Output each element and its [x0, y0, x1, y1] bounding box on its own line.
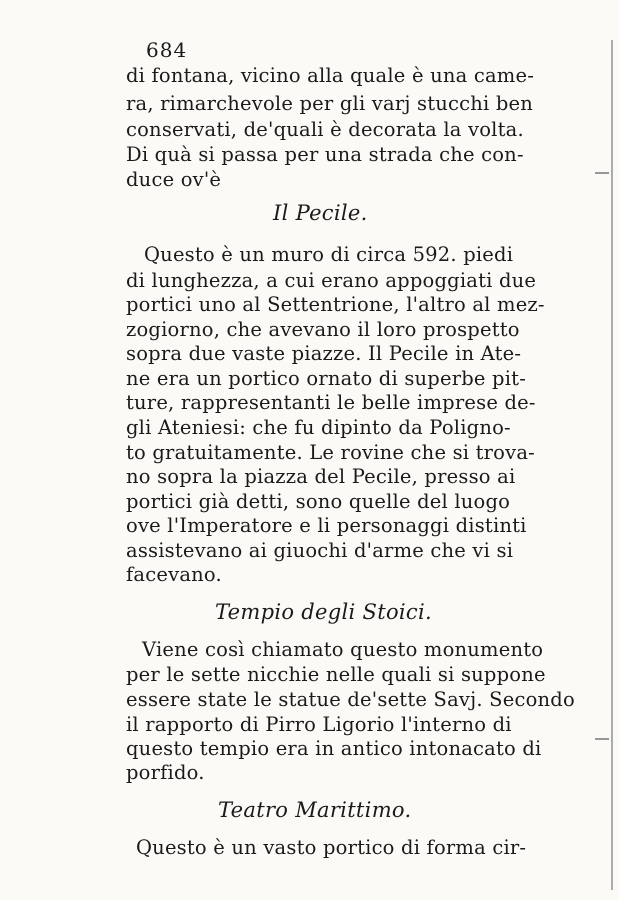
text-line: ove l'Imperatore e li personaggi distinti	[126, 514, 527, 537]
text-line: ture, rappresentanti le belle imprese de-	[126, 391, 536, 414]
edge-mark	[595, 172, 609, 174]
text-line: facevano.	[126, 563, 222, 586]
text-line: di lunghezza, a cui erano appoggiati due	[126, 269, 537, 292]
text-line: Questo è un muro di circa 592. piedi	[144, 243, 514, 266]
text-line: Viene così chiamato questo monumento	[142, 638, 544, 661]
text-line: ne era un portico ornato di superbe pit-	[126, 367, 526, 390]
text-line: di fontana, vicino alla quale è una came-	[126, 64, 534, 87]
section-heading-pecile: Il Pecile.	[273, 201, 368, 225]
section-heading-marittimo: Teatro Marittimo.	[218, 798, 412, 822]
text-line: per le sette nicchie nelle quali si suppone	[126, 663, 546, 686]
text-line: zogiorno, che avevano il loro prospetto	[126, 318, 520, 341]
text-line: conservati, de'quali è decorata la volta.	[126, 118, 524, 141]
text-line: no sopra la piazza del Pecile, presso ai	[126, 465, 516, 488]
text-line: sopra due vaste piazze. Il Pecile in Ate-	[126, 342, 522, 365]
text-line: Di quà si passa per una strada che con-	[126, 143, 524, 166]
text-line: il rapporto di Pirro Ligorio l'interno di	[126, 713, 512, 736]
text-line: duce ov'è	[126, 168, 222, 191]
text-line: questo tempio era in antico intonacato di	[126, 737, 542, 760]
text-line: porfido.	[126, 761, 205, 784]
text-line: ra, rimarchevole per gli varj stucchi ben	[126, 92, 534, 115]
text-line: portici già detti, sono quelle del luogo	[126, 490, 511, 513]
text-line: to gratuitamente. Le rovine che si trova-	[126, 441, 535, 464]
page-number: 684	[146, 38, 188, 62]
section-heading-stoici: Tempio degli Stoici.	[215, 600, 432, 624]
edge-mark	[595, 738, 609, 740]
text-line: assistevano ai giuochi d'arme che vi si	[126, 539, 514, 562]
page-edge	[611, 40, 613, 890]
text-line: Questo è un vasto portico di forma cir-	[136, 836, 527, 859]
text-line: essere state le statue de'sette Savj. Secondo	[126, 688, 575, 711]
text-line: gli Ateniesi: che fu dipinto da Poligno-	[126, 416, 511, 439]
text-line: portici uno al Settentrione, l'altro al mez-	[126, 293, 545, 316]
